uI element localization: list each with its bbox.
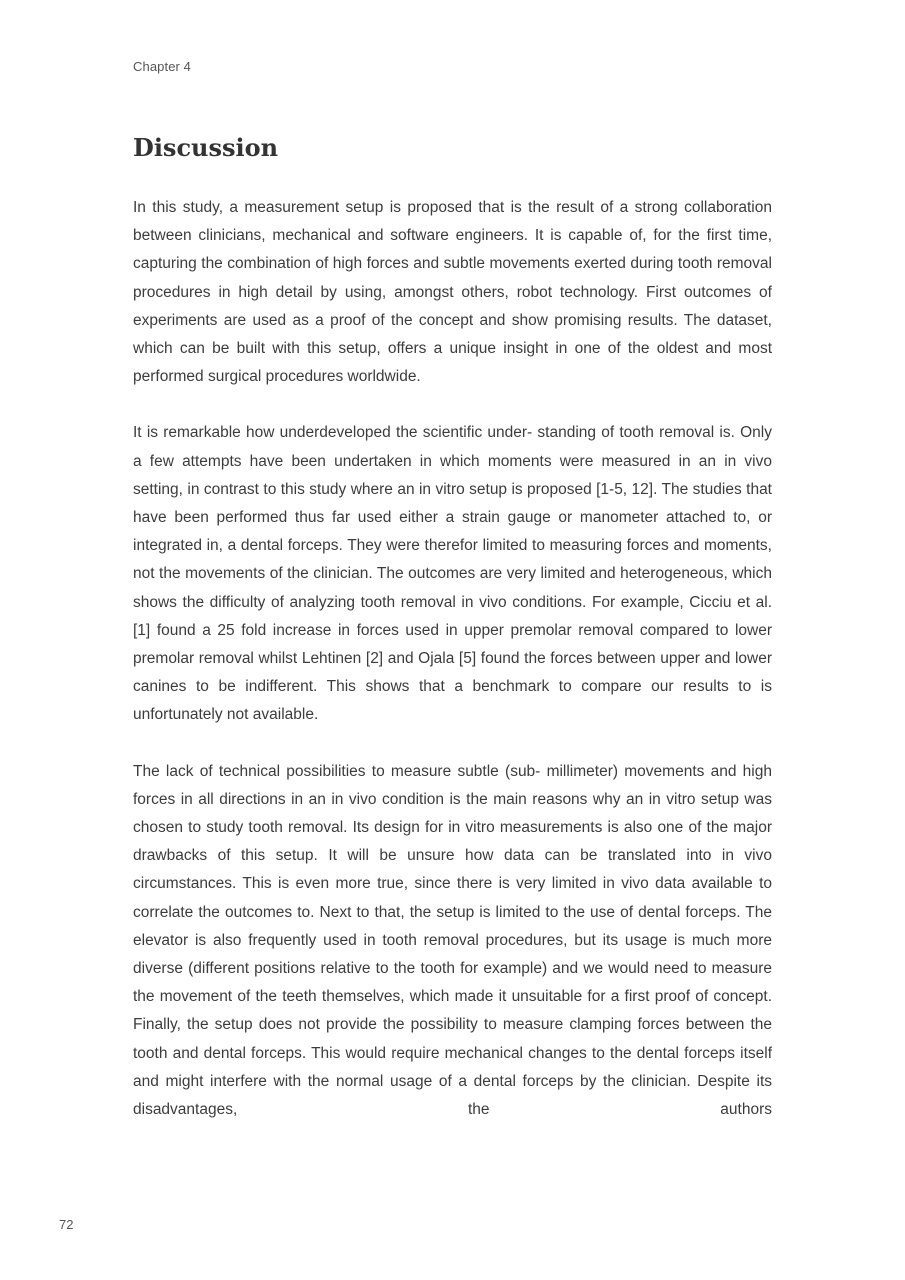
page-number: 72 — [59, 1217, 74, 1232]
paragraph: In this study, a measurement setup is proposed that is the result of a strong collaboration between clinicians, mechanical and software engineers. It is capable of, for the first time, capturing the combination of high forces and subtle movements exerted during tooth removal procedures in high detail by using, amongst others, robot technology. First outcomes of experiments are used as a proof of the concept and show promising results. The dataset, which can be built with this setup, offers a unique insight in one of the oldest and most performed surgical procedures worldwide. — [133, 199, 772, 386]
body-text — [133, 194, 772, 1124]
running-header: Chapter 4 — [133, 59, 191, 74]
paragraph: It is remarkable how underdeveloped the scientific under- standing of tooth removal is. Only a few attempts have been undertaken in which moments were measured in an in vivo setting, in contrast to this study where an in vitro setup is proposed [1-5, 12]. The studies that have been performed thus far used either a strain gauge or manometer attached to, or integrated in, a dental forceps. They were therefor limited to measuring forces and moments, not the movements of the clinician. The outcomes are very limited and heterogeneous, which shows the difficulty of analyzing tooth removal in vivo conditions. For example, Cicciu et al. [1] found a 25 fold increase in forces used in upper premolar removal compared to lower premolar removal whilst Lehtinen [2] and Ojala [5] found the forces between upper and lower canines to be indifferent. This shows that a benchmark to compare our results to is unfortunately not available. — [133, 424, 772, 724]
paragraph: The lack of technical possibilities to measure subtle (sub- millimeter) movements and high forces in all directions in an in vivo condition is the main reasons why an in vitro setup was chosen to study tooth removal. Its design for in vitro measurements is also one of the major drawbacks of this setup. It will be unsure how data can be translated into in vivo circumstances. This is even more true, since there is very limited in vivo data available to correlate the outcomes to. Next to that, the setup is limited to the use of dental forceps. The elevator is also frequently used in tooth removal procedures, but its usage is much more diverse (different positions relative to the tooth for example) and we would need to measure the movement of the teeth themselves, which made it unsuitable for a first proof of concept. Finally, the setup does not provide the possibility to measure clamping forces between the tooth and dental forceps. This would require mechanical changes to the dental forceps itself and might interfere with the normal usage of a dental forceps by the clinician. Despite its disadvantages, the authors — [133, 762, 772, 1119]
section-title: Discussion — [133, 133, 279, 162]
